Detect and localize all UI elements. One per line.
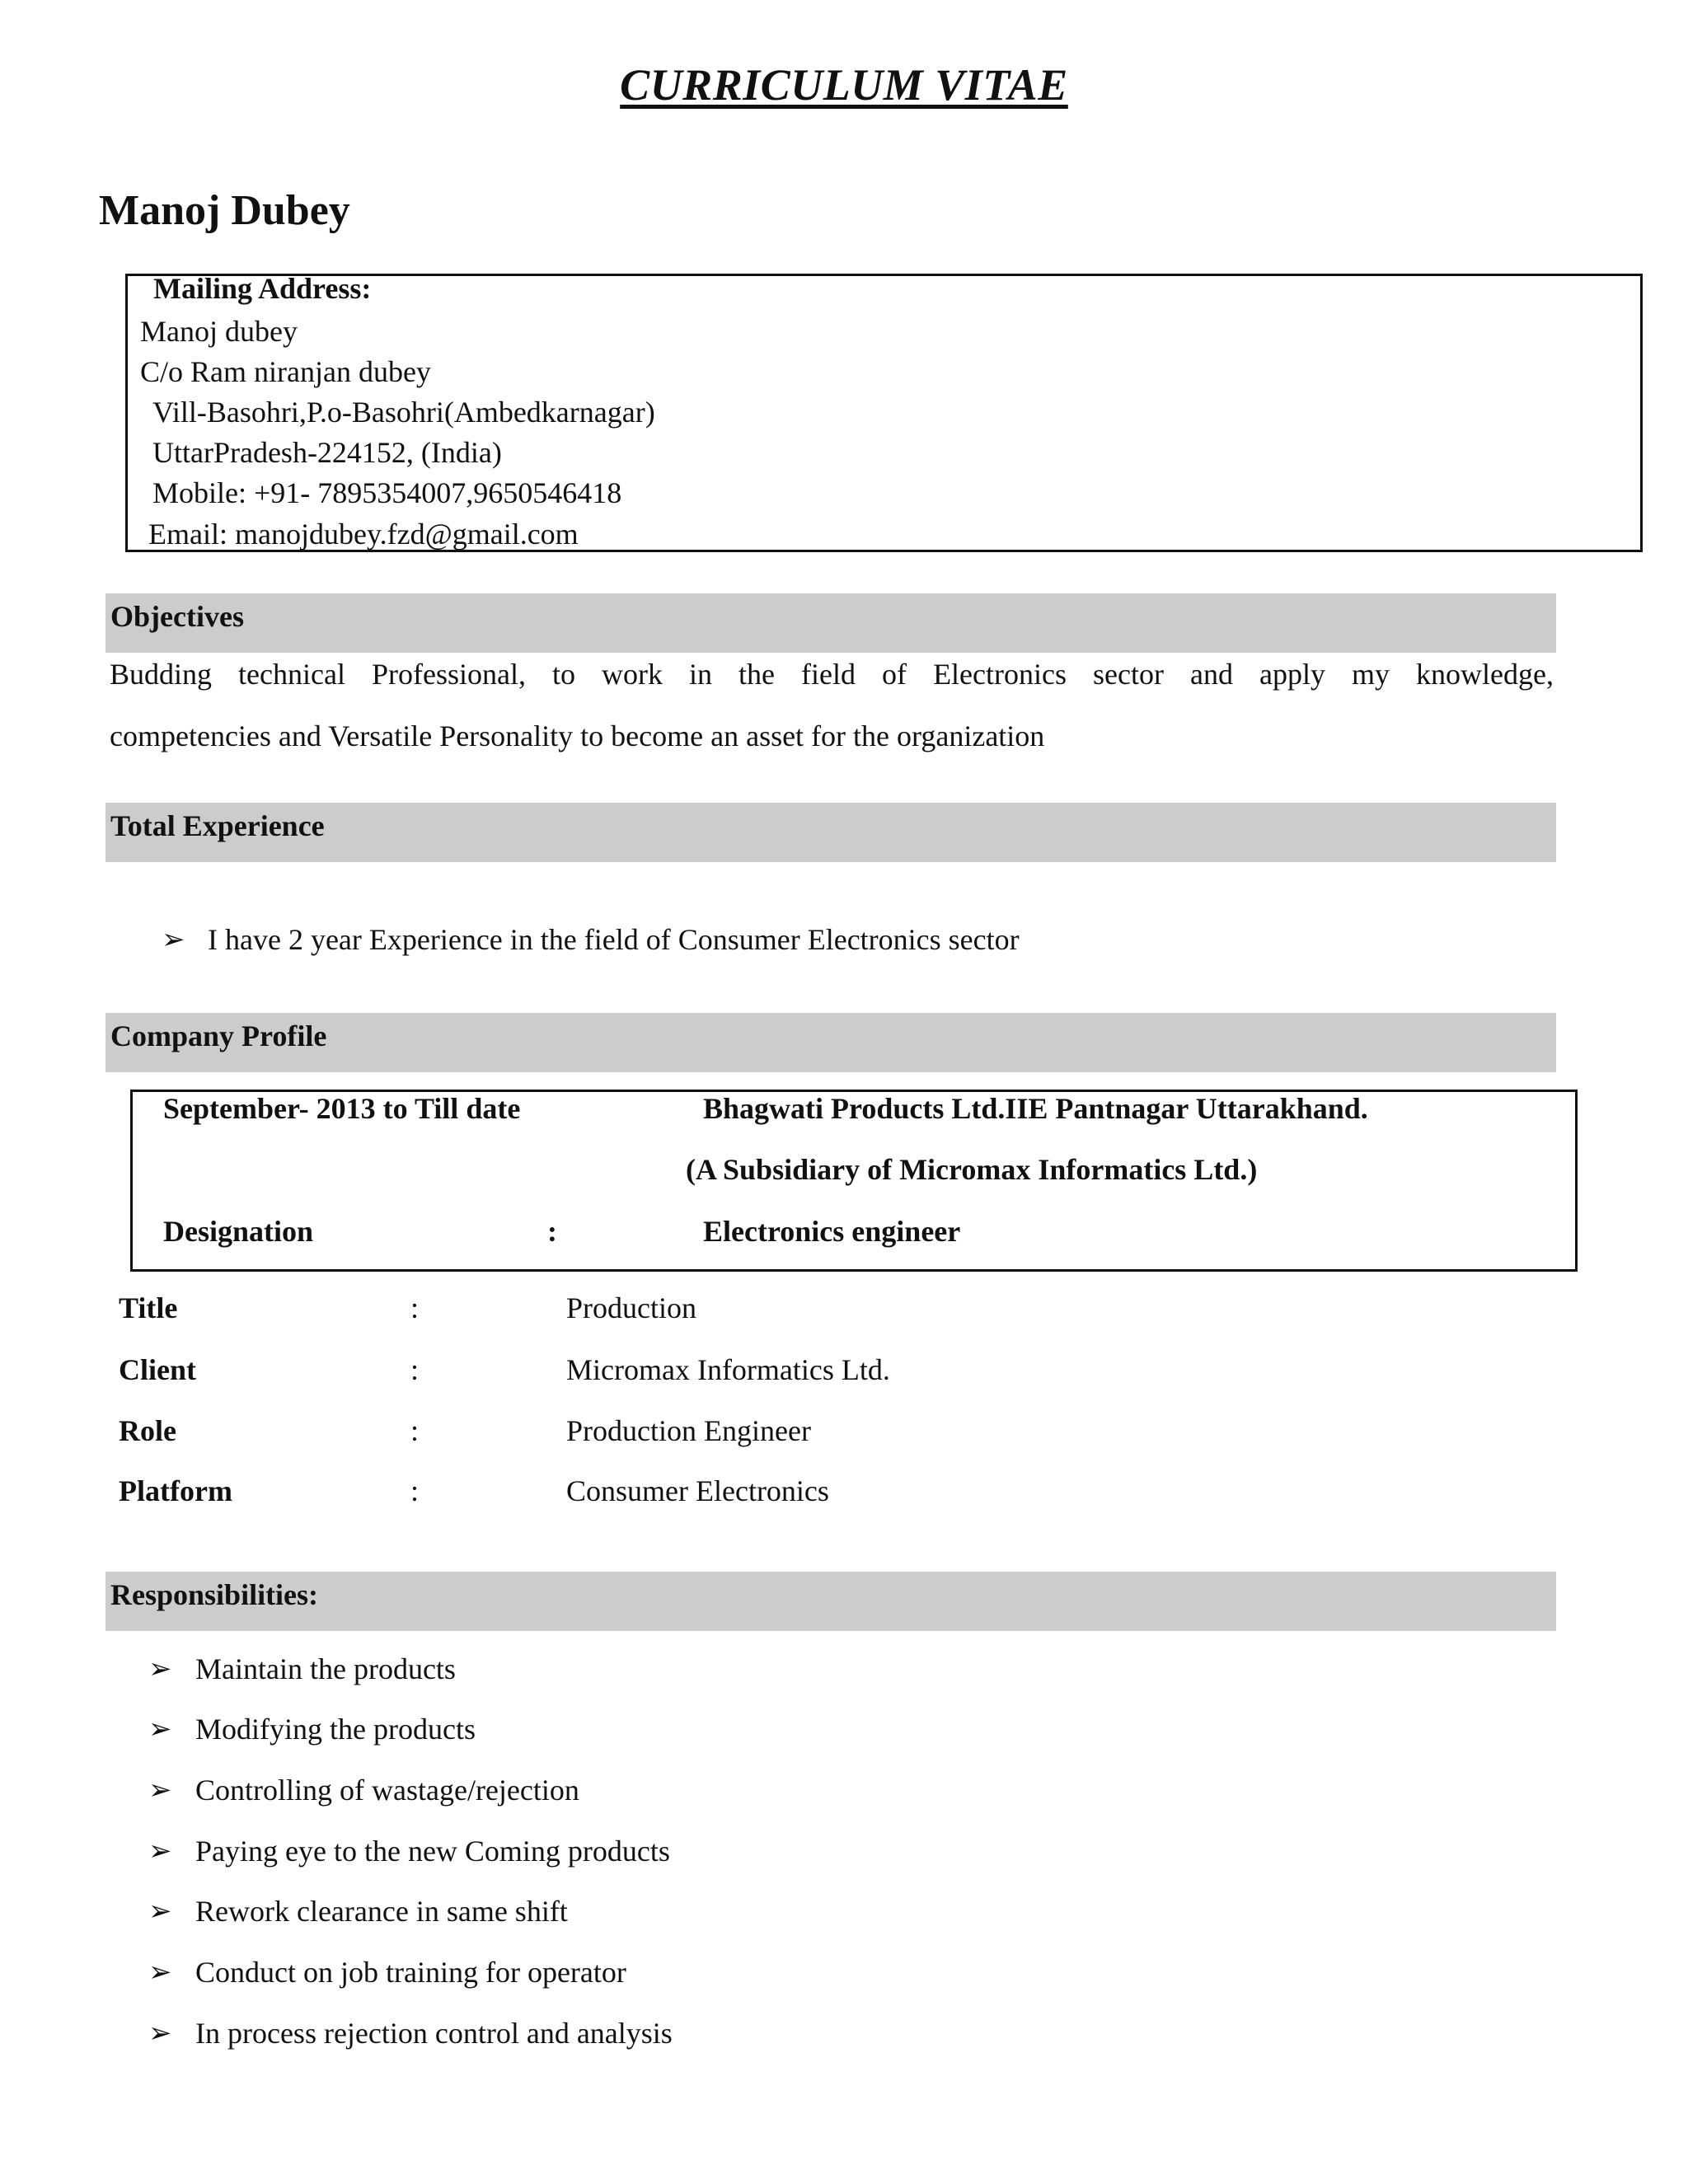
designation-colon: : (547, 1215, 557, 1248)
project-title-value: Production (566, 1291, 696, 1324)
project-title-label: Title (119, 1291, 178, 1324)
experience-section-header (106, 803, 1556, 862)
email-line: Email: manojdubey.fzd@gmail.com (148, 518, 579, 551)
project-role-label: Role (119, 1414, 176, 1447)
objectives-text-line: competencies and Versatile Personality to become an asset for the organization (110, 719, 1045, 752)
project-colon: : (410, 1474, 420, 1507)
designation-label: Designation (163, 1215, 314, 1248)
employment-period: September- 2013 to Till date (163, 1092, 521, 1125)
address-line: Vill-Basohri,P.o-Basohri(Ambedkarnagar) (152, 396, 655, 429)
address-line: Manoj dubey (140, 315, 298, 348)
objectives-text-line: Budding technical Professional, to work in the field of Electronics sector and apply my knowledge, (110, 658, 1554, 691)
project-platform-label: Platform (119, 1474, 232, 1507)
experience-heading: Total Experience (110, 809, 325, 842)
designation-value: Electronics engineer (703, 1215, 961, 1248)
mailing-address-heading: Mailing Address: (153, 272, 372, 305)
company-heading: Company Profile (110, 1019, 327, 1052)
company-section-header (106, 1013, 1556, 1072)
responsibility-item: Paying eye to the new Coming products (195, 1835, 670, 1868)
employer-subsidiary: (A Subsidiary of Micromax Informatics Ltd.) (686, 1153, 1258, 1186)
responsibility-item: Conduct on job training for operator (195, 1956, 626, 1989)
bullet-arrow-icon: ➢ (148, 1652, 172, 1685)
responsibilities-heading: Responsibilities: (110, 1578, 319, 1611)
project-colon: : (410, 1353, 420, 1386)
bullet-arrow-icon: ➢ (148, 2017, 172, 2050)
bullet-arrow-icon: ➢ (148, 1956, 172, 1989)
bullet-arrow-icon: ➢ (148, 1713, 172, 1746)
project-platform-value: Consumer Electronics (566, 1474, 829, 1507)
project-client-label: Client (119, 1353, 196, 1386)
responsibility-item: Maintain the products (195, 1652, 456, 1685)
project-colon: : (410, 1291, 420, 1324)
bullet-arrow-icon: ➢ (148, 1774, 172, 1807)
bullet-arrow-icon: ➢ (148, 1835, 172, 1868)
address-line: C/o Ram niranjan dubey (140, 355, 431, 388)
document-title: CURRICULUM VITAE (620, 60, 1068, 110)
experience-item: I have 2 year Experience in the field of Consumer Electronics sector (208, 923, 1020, 956)
project-colon: : (410, 1414, 420, 1447)
responsibility-item: Modifying the products (195, 1713, 476, 1746)
project-role-value: Production Engineer (566, 1414, 811, 1447)
project-client-value: Micromax Informatics Ltd. (566, 1353, 890, 1386)
responsibility-item: Rework clearance in same shift (195, 1895, 568, 1928)
candidate-name: Manoj Dubey (99, 187, 350, 234)
responsibility-item: Controlling of wastage/rejection (195, 1774, 579, 1807)
objectives-heading: Objectives (110, 600, 244, 633)
address-line: UttarPradesh-224152, (India) (152, 436, 502, 469)
responsibility-item: In process rejection control and analysis (195, 2017, 673, 2050)
responsibilities-section-header (106, 1572, 1556, 1631)
mobile-line: Mobile: +91- 7895354007,9650546418 (152, 476, 622, 509)
employer-name: Bhagwati Products Ltd.IIE Pantnagar Uttarakhand. (703, 1092, 1368, 1125)
bullet-arrow-icon: ➢ (162, 923, 185, 956)
objectives-section-header (106, 593, 1556, 653)
bullet-arrow-icon: ➢ (148, 1895, 172, 1928)
